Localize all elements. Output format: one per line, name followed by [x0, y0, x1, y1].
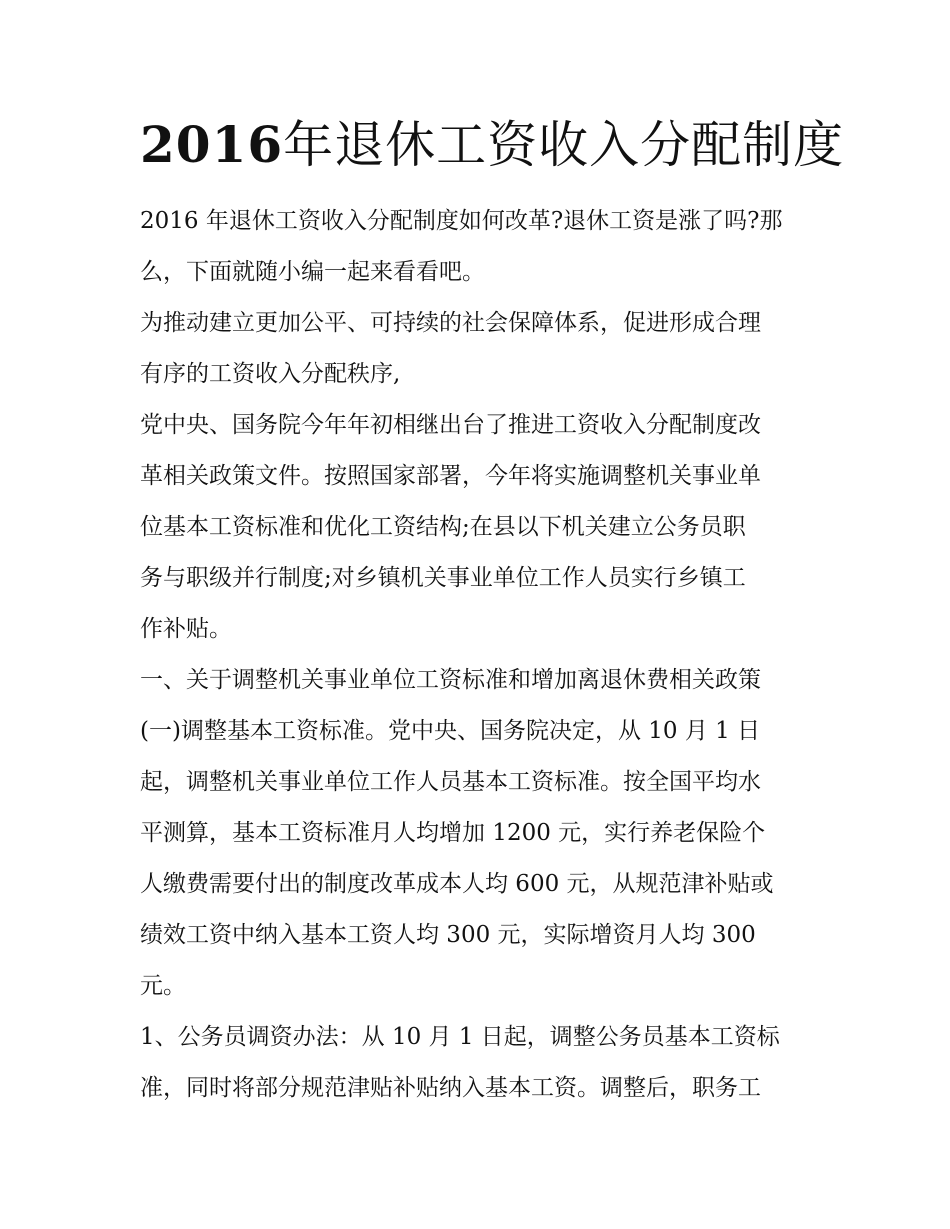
text-line: 一、关于调整机关事业单位工资标准和增加离退休费相关政策 [140, 667, 761, 693]
text-line: 有序的工资收入分配秩序, [140, 361, 401, 387]
text-line: 为推动建立更加公平、可持续的社会保障体系，促进形成合理 [140, 310, 761, 336]
text-line: 平测算，基本工资标准月人均增加 1200 元，实行养老保险个 [140, 820, 766, 846]
text-line: 么，下面就随小编一起来看看吧。 [140, 259, 485, 285]
text-line: 2016 年退休工资收入分配制度如何改革?退休工资是涨了吗?那 [140, 208, 783, 234]
document-body [140, 196, 820, 1114]
text-line: 人缴费需要付出的制度改革成本人均 600 元，从规范津补贴或 [140, 871, 774, 897]
paragraph-intro [140, 196, 820, 298]
text-line: 绩效工资中纳入基本工资人均 300 元，实际增资月人均 300 [140, 922, 756, 948]
text-line: 起，调整机关事业单位工作人员基本工资标准。按全国平均水 [140, 769, 761, 795]
text-line: 党中央、国务院今年年初相继出台了推进工资收入分配制度改 [140, 412, 761, 438]
text-line: 作补贴。 [140, 616, 232, 642]
text-line: 元。 [140, 973, 186, 999]
document-title [140, 112, 845, 178]
section-heading-one [140, 655, 820, 706]
text-line: (一)调整基本工资标准。党中央、国务院决定，从 10 月 1 日 [140, 718, 761, 744]
document-title-text: 年退休工资收入分配制度 [283, 116, 845, 174]
text-line: 务与职级并行制度;对乡镇机关事业单位工作人员实行乡镇工 [140, 565, 746, 591]
paragraph-basic-salary [140, 706, 820, 1012]
text-line: 准，同时将部分规范津贴补贴纳入基本工资。调整后，职务工 [140, 1075, 761, 1101]
text-line: 革相关政策文件。按照国家部署，今年将实施调整机关事业单 [140, 463, 761, 489]
paragraph-policy [140, 400, 820, 655]
paragraph-purpose [140, 298, 820, 400]
text-line: 位基本工资标准和优化工资结构;在县以下机关建立公务员职 [140, 514, 746, 540]
paragraph-civil-servant [140, 1012, 820, 1114]
text-line: 1、公务员调资办法：从 10 月 1 日起，调整公务员基本工资标 [140, 1024, 780, 1050]
document-title-year: 2016 [140, 115, 284, 174]
